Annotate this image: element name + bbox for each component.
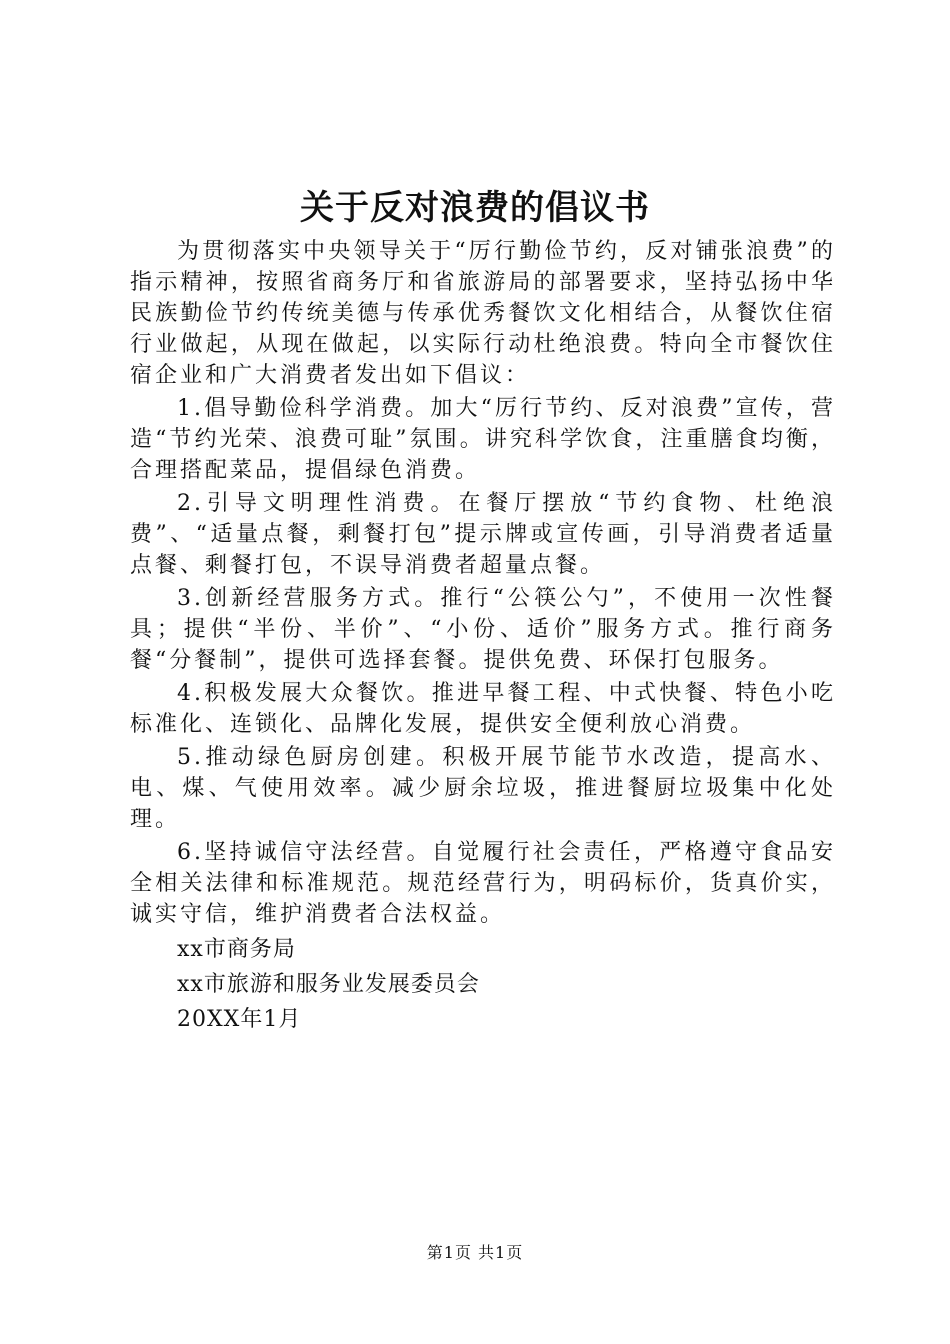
signature-date: 20XX年1月 xyxy=(177,1007,302,1032)
page-number-footer: 第1页 共1页 xyxy=(426,1243,524,1262)
intro-paragraph: 为贯彻落实中央领导关于“厉行勤俭节约，反对铺张浪费”的指示精神，按照省商务厅和省旅游局的部署要求，坚持弘扬中华民族勤俭节约传统美德与传承优秀餐饮文化相结合，从餐饮住宿行业做起，从现在做起，以实际行动杜绝浪费。特向全市餐饮住宿企业和广大消费者发出如下倡议： xyxy=(130,239,836,388)
proposal-item-2: 2.引导文明理性消费。在餐厅摆放“节约食物、杜绝浪费”、“适量点餐，剩餐打包”提示牌或宣传画，引导消费者适量点餐、剩餐打包，不误导消费者超量点餐。 xyxy=(130,491,836,578)
proposal-item-5: 5.推动绿色厨房创建。积极开展节能节水改造，提高水、电、煤、气使用效率。减少厨余垃圾，推进餐厨垃圾集中化处理。 xyxy=(130,745,836,832)
proposal-item-1: 1.倡导勤俭科学消费。加大“厉行节约、反对浪费”宣传，营造“节约光荣、浪费可耻”氛围。讲究科学饮食，注重膳食均衡，合理搭配菜品，提倡绿色消费。 xyxy=(130,396,836,483)
document-body xyxy=(130,236,836,1035)
proposal-item-3: 3.创新经营服务方式。推行“公筷公勺”，不使用一次性餐具；提供“半份、半价”、“小份、适价”服务方式。推行商务餐“分餐制”，提供可选择套餐。提供免费、环保打包服务。 xyxy=(130,586,836,673)
proposal-item-6: 6.坚持诚信守法经营。自觉履行社会责任，严格遵守食品安全相关法律和标准规范。规范经营行为，明码标价，货真价实，诚实守信，维护消费者合法权益。 xyxy=(130,840,836,927)
signature-tourism-committee: xx市旅游和服务业发展委员会 xyxy=(177,972,480,997)
document-title: 关于反对浪费的倡议书 xyxy=(300,188,650,228)
proposal-item-4: 4.积极发展大众餐饮。推进早餐工程、中式快餐、特色小吃标准化、连锁化、品牌化发展，提供安全便利放心消费。 xyxy=(130,681,836,737)
signature-commerce-bureau: xx市商务局 xyxy=(177,937,296,962)
